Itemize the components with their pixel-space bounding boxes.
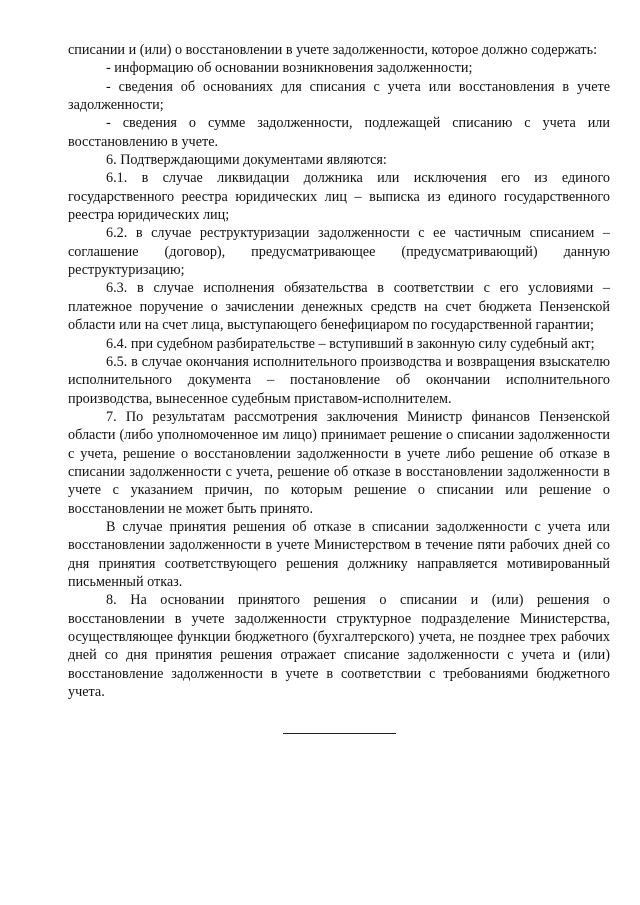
paragraph-item-8: 8. На основании принятого решения о списании и (или) решения о восстановлении в учете задолженности структурное подразделение Министерства, осуществляющее функции бюджетного (бухгалтерского) учета, не позднее трех рабочих дней со дня принятия решения отражает списание задолженности с учета и (или) восстановление задолженности в учете в соответствии с требованиями бюджетного учета. [68,592,610,701]
paragraph-item-6-4: 6.4. при судебном разбирательстве – вступивший в законную силу судебный акт; [106,335,595,352]
paragraph-item-6-5: 6.5. в случае окончания исполнительного производства и возвращения взыскателю исполнительного документа – постановление об окончании исполнительного производства, вынесенное судебным приставом-исполнителем. [68,353,610,407]
paragraph-continuation: списании и (или) о восстановлении в учете задолженности, которое должно содержать: [68,42,598,58]
paragraph-list-item-amount: - сведения о сумме задолженности, подлежащей списанию с учета или восстановлению в учете. [68,115,610,150]
paragraph-refusal: В случае принятия решения об отказе в списании задолженности с учета или восстановлении задолженности в учете Министерством в течение пяти рабочих дней со дня принятия соответствующего решения должнику направляется мотивированный письменный отказ. [68,518,610,590]
paragraph-item-6-3: 6.3. в случае исполнения обязательства в соответствии с его условиями – платежное поручение о зачислении денежных средств на счет бюджета Пензенской области или на счет лица, выступающего бенефициаром по государственной гарантии; [68,280,610,334]
paragraph-list-item-grounds: - сведения об основаниях для списания с учета или восстановления в учете задолженности; [68,78,610,114]
document-body [68,41,610,701]
paragraph-item-7: 7. По результатам рассмотрения заключения Министр финансов Пензенской области (либо уполномоченное им лицо) принимает решение о списании задолженности с учета, решение о восстановлении задолженности в учете либо решение об отказе в списании задолженности с учета, решение об отказе в восстановлении задолженности в учете с указанием причин, по которым решение о списании или решение о восстановлении не может быть принято. [68,408,610,517]
paragraph-item-6: 6. Подтверждающими документами являются: [106,152,387,169]
paragraph-item-6-2: 6.2. в случае реструктуризации задолженности с ее частичным списанием – соглашение (договор), предусматривающее (предусматривающий) данную реструктуризацию; [68,225,610,279]
end-of-document-rule [283,733,396,734]
paragraph-item-6-1: 6.1. в случае ликвидации должника или исключения его из единого государственного реестра юридических лиц – выписка из единого государственного реестра юридических лиц; [68,170,610,224]
paragraph-list-item-basis: - информацию об основании возникновения задолженности; [106,60,473,77]
